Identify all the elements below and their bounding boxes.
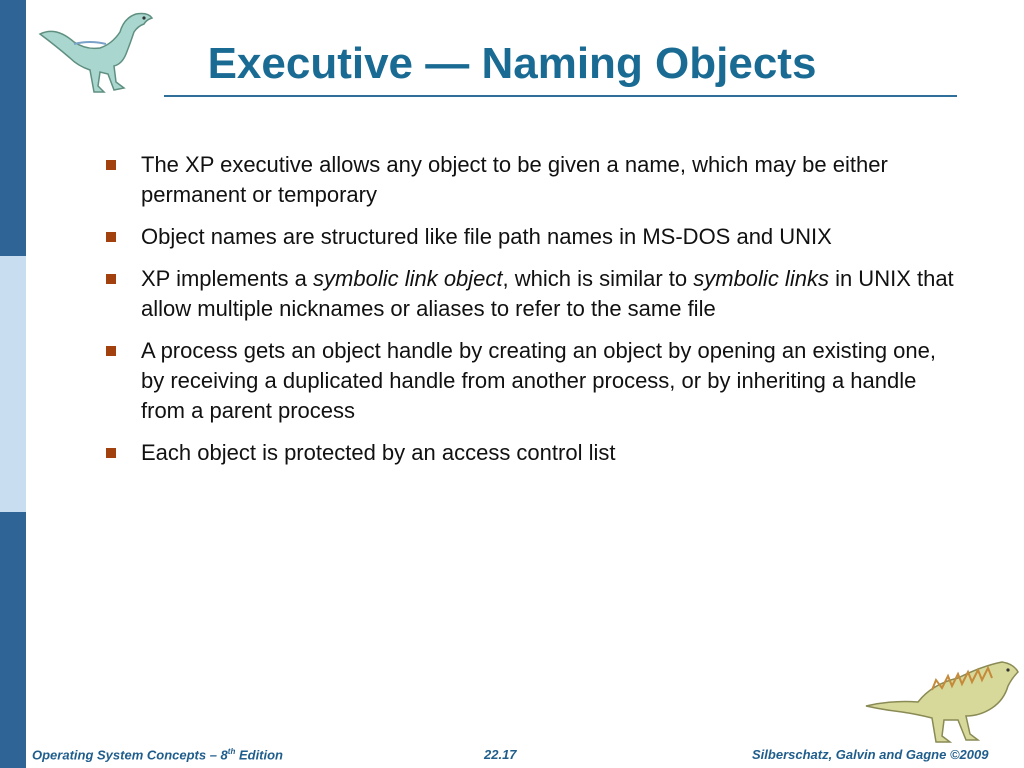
bullet-list <box>106 150 956 480</box>
bullet-square-icon <box>106 160 116 170</box>
bullet-square-icon <box>106 448 116 458</box>
footer-book-title <box>32 747 283 762</box>
footer-title-suffix: Edition <box>235 747 284 763</box>
slide-title: Executive — Naming Objects <box>207 39 817 88</box>
bullet-square-icon <box>106 346 116 356</box>
dinosaur-bottom-icon <box>862 654 1022 744</box>
bullet-square-icon <box>106 232 116 242</box>
bullet-text-part: XP implements a <box>141 266 314 291</box>
footer-authors: Silberschatz, Galvin and Gagne ©2009 <box>752 747 989 762</box>
bullet-text: Object names are structured like file path names in MS-DOS and UNIX <box>141 224 832 249</box>
bullet-text: Each object is protected by an access control list <box>141 440 616 465</box>
sidebar-bar <box>0 0 26 768</box>
list-item <box>106 222 956 252</box>
bullet-text-part: , which is similar to <box>502 266 694 291</box>
bullet-emphasis: symbolic link object <box>313 266 503 291</box>
bullet-emphasis: symbolic links <box>693 266 829 291</box>
sidebar-highlight <box>0 256 26 512</box>
bullet-text-part: in UNIX that allow multiple nicknames or aliases to refer to the same file <box>141 266 954 321</box>
title-underline <box>164 95 957 97</box>
bullet-text: A process gets an object handle by creating an object by opening an existing one, by receiving a duplicated handle from another process, or by inheriting a handle from a parent process <box>141 338 936 423</box>
list-item <box>106 336 956 426</box>
footer-title-sup: th <box>227 747 236 756</box>
list-item <box>106 150 956 210</box>
footer-title-prefix: Operating System Concepts – 8 <box>32 747 228 763</box>
bullet-square-icon <box>106 274 116 284</box>
list-item <box>106 438 956 468</box>
list-item <box>106 264 956 324</box>
footer-page-number: 22.17 <box>484 747 517 762</box>
bullet-text: The XP executive allows any object to be given a name, which may be either permanent or temporary <box>141 152 888 207</box>
